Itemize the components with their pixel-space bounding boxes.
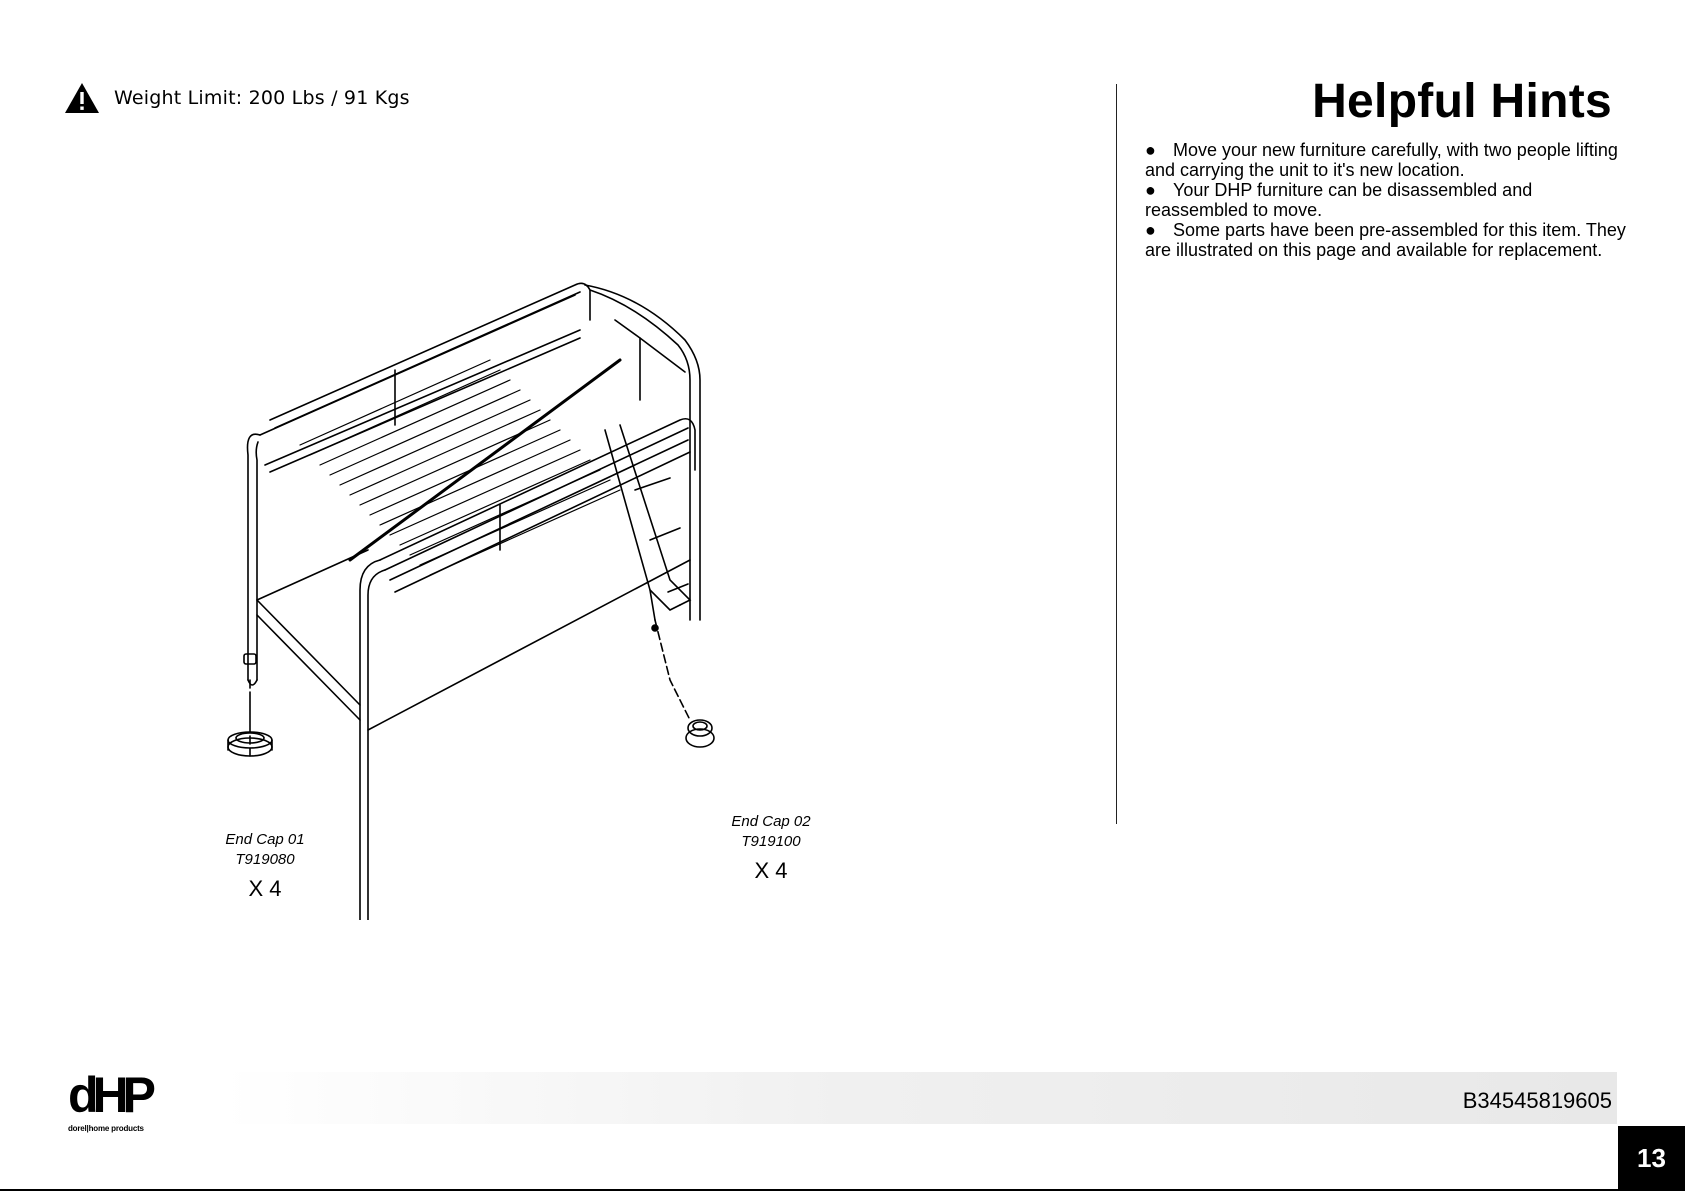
- weight-warning: [64, 82, 410, 114]
- hint-text: Some parts have been pre-assembled for this item. They are illustrated on this page and available for replacement.: [1145, 220, 1626, 260]
- part-name: End Cap 01: [225, 831, 305, 848]
- hint-item: [1145, 140, 1635, 180]
- document-code: B34545819605: [1462, 1088, 1612, 1113]
- part-code: T919100: [741, 833, 801, 850]
- bullet-icon: ●: [1145, 180, 1156, 200]
- column-divider: [1116, 84, 1117, 824]
- dhp-logo: [68, 1067, 178, 1140]
- part-quantity: X 4: [248, 876, 282, 901]
- page-number: 13: [1618, 1126, 1685, 1191]
- hint-text: Your DHP furniture can be disassembled and reassembled to move.: [1145, 180, 1533, 220]
- hint-item: [1145, 220, 1635, 260]
- logo-subtitle: dorel|home products: [68, 1124, 144, 1133]
- hint-text: Move your new furniture carefully, with two people lifting and carrying the unit to it's new location.: [1145, 140, 1618, 180]
- end-cap-02-label: [716, 812, 826, 886]
- part-quantity: X 4: [754, 858, 788, 883]
- part-name: End Cap 02: [731, 813, 811, 830]
- hint-item: [1145, 180, 1635, 220]
- helpful-hints-list: [1145, 140, 1635, 260]
- bullet-icon: ●: [1145, 220, 1156, 240]
- bullet-icon: ●: [1145, 140, 1156, 160]
- weight-limit-text: Weight Limit: 200 Lbs / 91 Kgs: [114, 87, 410, 109]
- end-cap-01-label: [210, 830, 320, 904]
- part-code: T919080: [235, 851, 295, 868]
- footer-bar: [222, 1072, 1617, 1124]
- warning-triangle-icon: [64, 82, 100, 114]
- logo-mark: dHP: [68, 1067, 150, 1123]
- helpful-hints-title: Helpful Hints: [1312, 75, 1612, 128]
